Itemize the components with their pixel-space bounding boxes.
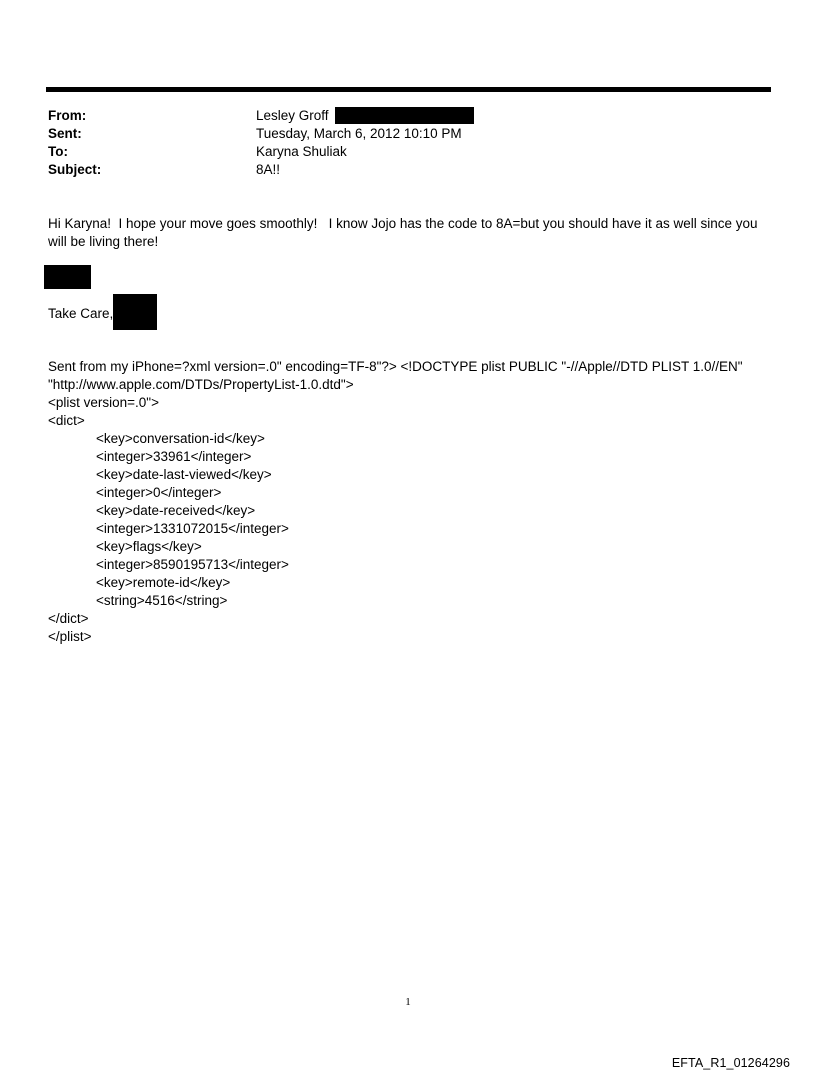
to-row — [48, 143, 768, 161]
plist-entry: <integer>33961</integer> — [96, 449, 252, 464]
sent-label: Sent: — [48, 126, 82, 141]
plist-close-tag: </plist> — [48, 629, 92, 644]
plist-entry: <string>4516</string> — [96, 593, 228, 608]
redaction-box-signature — [113, 294, 157, 330]
plist-entry: <key>date-last-viewed</key> — [96, 467, 272, 482]
plist-entry: <key>conversation-id</key> — [96, 431, 265, 446]
plist-header-line-2: "http://www.apple.com/DTDs/PropertyList-1.0.dtd"> — [48, 377, 354, 392]
message-body-line-1: Hi Karyna! I hope your move goes smoothly! I know Jojo has the code to 8A=but you should have it as well since you — [48, 216, 758, 231]
plist-entry: <integer>0</integer> — [96, 485, 222, 500]
to-value: Karyna Shuliak — [256, 144, 347, 159]
subject-label: Subject: — [48, 162, 102, 177]
signoff: Take Care, — [48, 306, 114, 321]
from-row — [48, 107, 768, 125]
plist-entry: <key>date-received</key> — [96, 503, 256, 518]
from-label: From: — [48, 108, 87, 123]
email-header — [48, 107, 768, 179]
plist-entry: <key>remote-id</key> — [96, 575, 231, 590]
plist-block — [48, 358, 743, 646]
plist-entry: <integer>8590195713</integer> — [96, 557, 289, 572]
sent-value: Tuesday, March 6, 2012 10:10 PM — [256, 126, 462, 141]
message-body-line-2: will be living there! — [48, 234, 159, 249]
dict-close-tag: </dict> — [48, 611, 89, 626]
plist-header-line-1: Sent from my iPhone=?xml version=.0" encoding=TF-8"?> <!DOCTYPE plist PUBLIC "-//Apple//DTD PLIST 1.0//EN" — [48, 359, 743, 374]
redaction-box — [44, 265, 91, 289]
plist-entry: <key>flags</key> — [96, 539, 202, 554]
sent-row — [48, 125, 768, 143]
dict-open-tag: <dict> — [48, 413, 85, 428]
from-value — [256, 107, 474, 125]
from-name: Lesley Groff — [256, 108, 329, 123]
header-rule — [46, 87, 771, 92]
page-number: 1 — [405, 996, 411, 1008]
redaction-box-email — [335, 107, 474, 124]
plist-entry: <integer>1331072015</integer> — [96, 521, 289, 536]
bates-number: EFTA_R1_01264296 — [671, 1056, 790, 1070]
to-label: To: — [48, 144, 68, 159]
subject-value: 8A!! — [256, 162, 281, 177]
plist-open-tag: <plist version=.0"> — [48, 395, 159, 410]
subject-row — [48, 161, 768, 179]
